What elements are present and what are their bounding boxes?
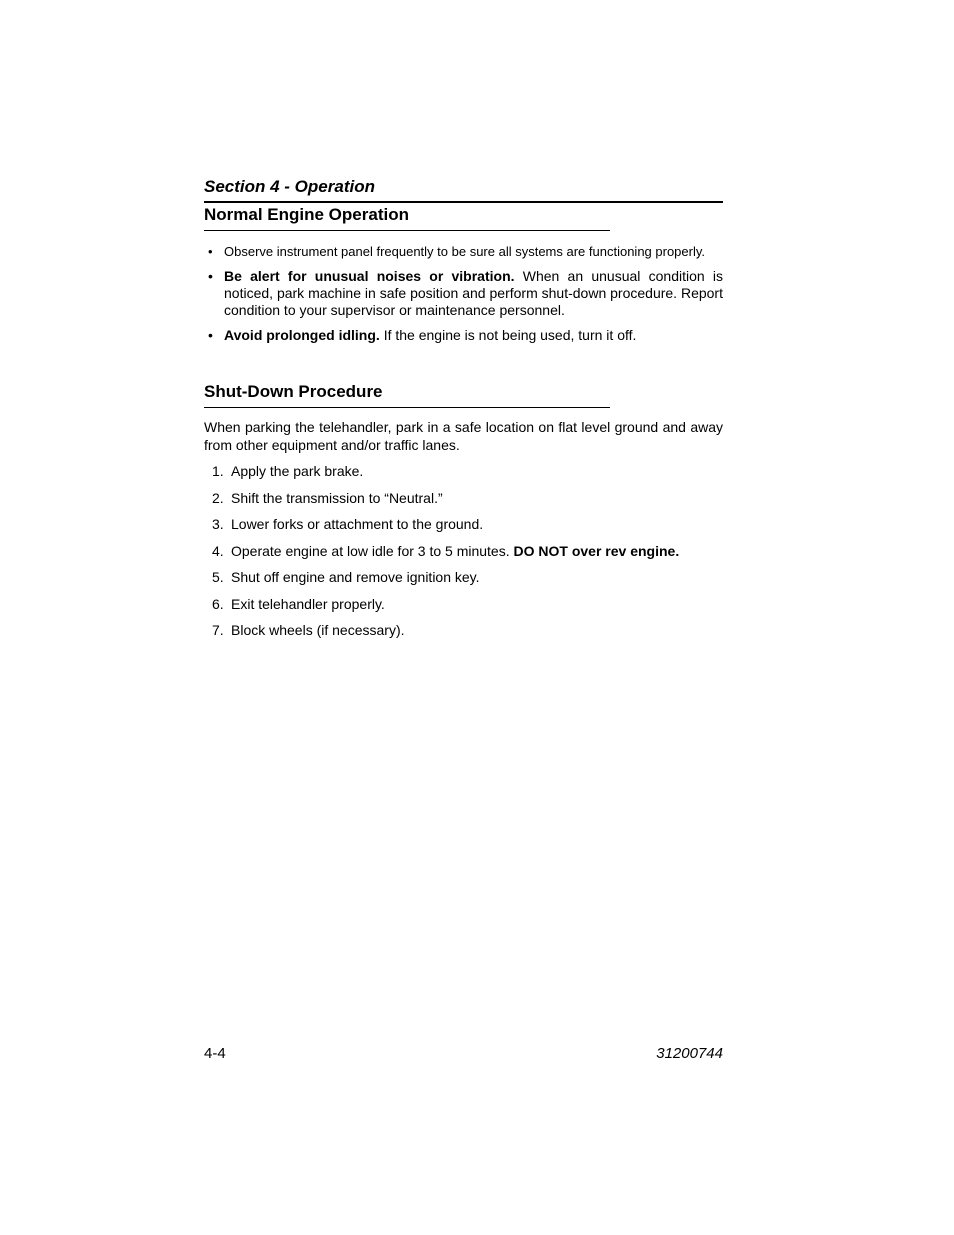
shut-down-procedure-heading: Shut-Down Procedure — [204, 382, 610, 408]
step-number: 1. — [212, 463, 224, 479]
step-number: 3. — [212, 516, 224, 532]
bullet-text: Observe instrument panel frequently to be sure all systems are functioning properly. — [224, 244, 705, 259]
list-item — [204, 462, 723, 489]
step-text: Operate engine at low idle for 3 to 5 minutes. — [231, 542, 514, 559]
normal-engine-operation-heading: Normal Engine Operation — [204, 205, 610, 231]
bullet-dot: • — [208, 268, 213, 284]
step-number: 2. — [212, 489, 224, 506]
bullet-text: When an unusual condition is noticed, park machine in safe position and perform shut-down procedure. Report condition to your supervisor or maintenance personnel. — [224, 268, 723, 318]
list-item — [204, 489, 723, 516]
step-text: Lower forks or attachment to the ground. — [231, 516, 484, 532]
step-number: 5. — [212, 569, 224, 585]
bullet-bold-text: Avoid prolonged idling. — [224, 327, 380, 343]
list-item — [204, 243, 723, 260]
list-item — [204, 327, 723, 344]
normal-engine-bullet-list — [204, 243, 723, 352]
step-text: Block wheels (if necessary). — [231, 622, 405, 638]
step-text: Exit telehandler properly. — [231, 595, 385, 612]
section-header — [204, 177, 723, 203]
list-item — [204, 542, 723, 569]
step-bold-text: DO NOT over rev engine. — [513, 542, 680, 559]
step-text: Shift the transmission to “Neutral.” — [231, 489, 443, 506]
document-number: 31200744 — [656, 1045, 723, 1062]
bullet-bold-text: Be alert for unusual noises or vibration. — [224, 268, 515, 284]
bullet-text: If the engine is not being used, turn it off. — [379, 327, 637, 343]
list-item — [204, 515, 723, 542]
list-item — [204, 568, 723, 595]
section-title: Section 4 - Operation — [204, 177, 375, 196]
page-number: 4-4 — [204, 1045, 226, 1062]
bullet-dot: • — [208, 244, 213, 259]
list-item — [204, 595, 723, 622]
bullet-dot: • — [208, 327, 213, 343]
step-number: 7. — [212, 622, 224, 638]
manual-page — [204, 0, 723, 1235]
step-number: 4. — [212, 542, 224, 559]
shut-down-intro: When parking the telehandler, park in a safe location on flat level ground and away from other equipment and/or traffic lanes. — [204, 419, 723, 453]
shut-down-steps-list — [204, 462, 723, 648]
step-number: 6. — [212, 595, 224, 612]
list-item — [204, 621, 723, 648]
step-text: Apply the park brake. — [231, 463, 364, 479]
step-text: Shut off engine and remove ignition key. — [231, 569, 480, 585]
list-item — [204, 268, 723, 319]
